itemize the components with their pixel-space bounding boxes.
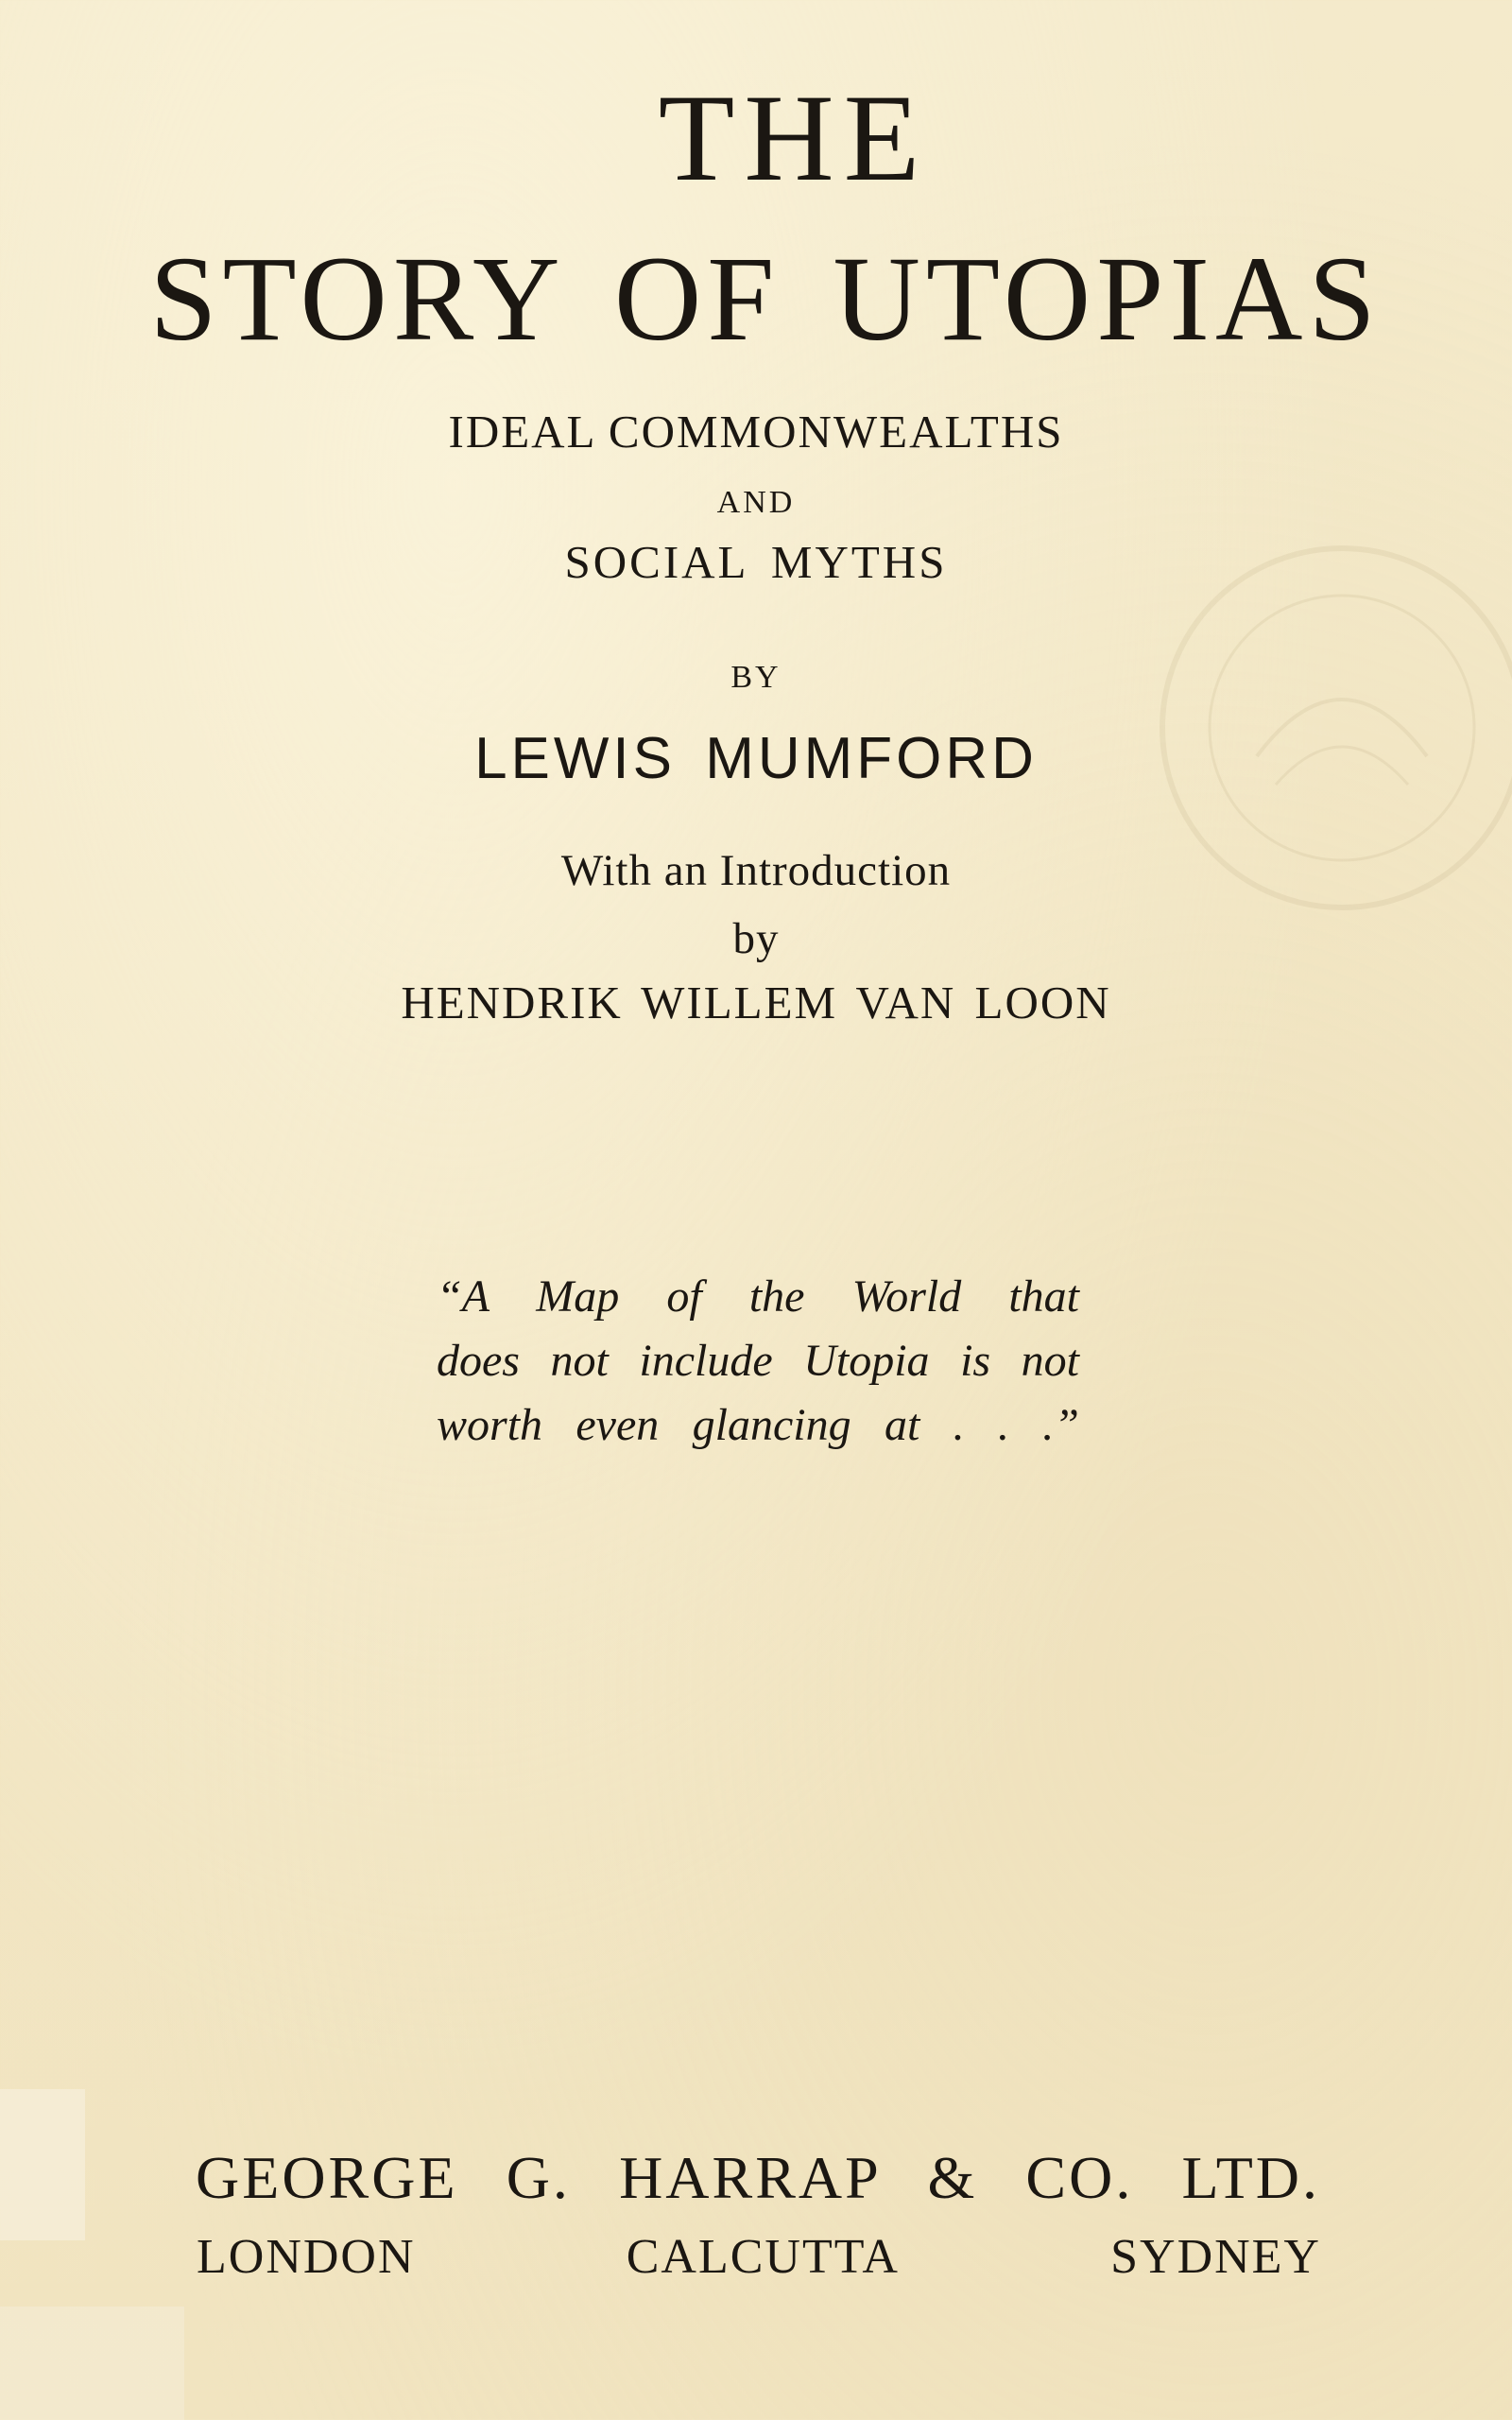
page-edge-mark [0,2307,184,2420]
by-label: BY [730,660,782,695]
epigraph-quote [437,1265,1079,1458]
subtitle-and: AND [716,485,796,520]
introduction-by: by [732,914,780,963]
page-edge-mark [0,2089,85,2240]
subtitle-line-1: IDEAL COMMONWEALTHS [448,406,1064,458]
quote-line: worth even glancing at . . .” [437,1400,1079,1450]
quote-line: “A Map of the World that [437,1271,1079,1322]
author-name: LEWIS MUMFORD [474,726,1038,791]
publisher-name: GEORGE G. HARRAP & CO. LTD. [196,2144,1320,2211]
city-calcutta: CALCUTTA [626,2230,900,2284]
publisher-cities [197,2230,1321,2284]
title-line-2: STORY OF UTOPIAS [149,232,1382,366]
subtitle-line-2: SOCIAL MYTHS [564,536,948,588]
title-line-1: THE [658,68,930,207]
introduction-line: With an Introduction [560,846,952,895]
quote-line: does not include Utopia is not [437,1336,1079,1386]
city-london: LONDON [197,2230,416,2284]
introduction-author: HENDRIK WILLEM VAN LOON [401,977,1111,1028]
city-sydney: SYDNEY [1110,2230,1321,2284]
